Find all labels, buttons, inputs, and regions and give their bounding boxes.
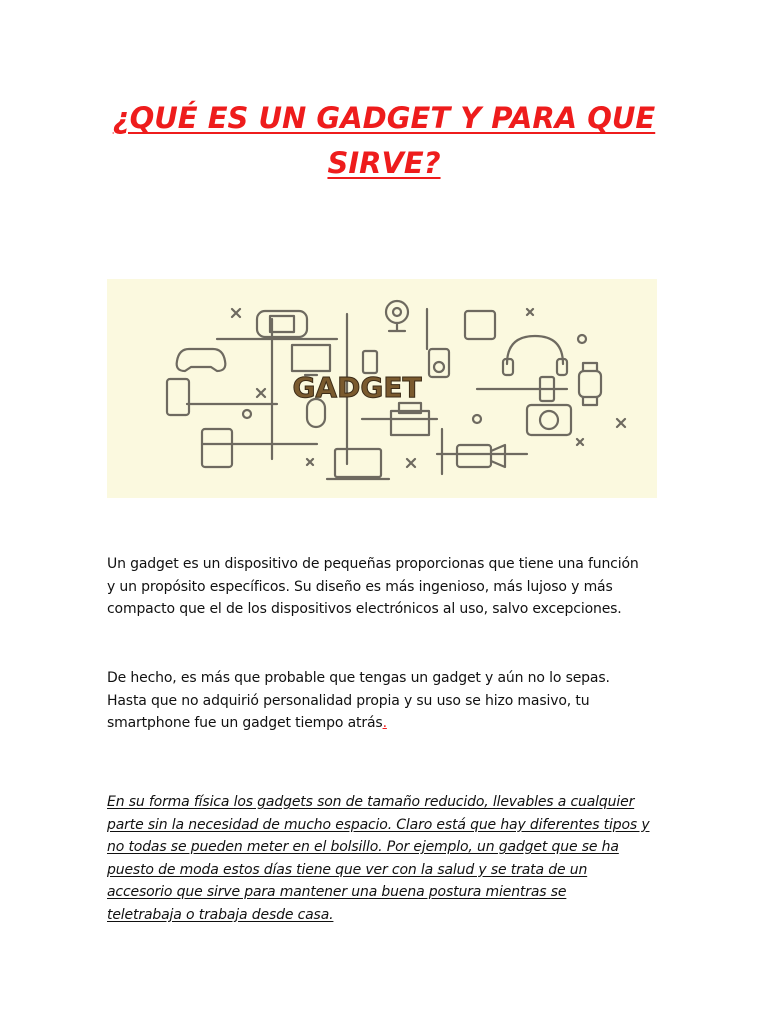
tablet-icon [465,311,495,339]
paragraph-3-line-1: En su forma física los gadgets son de tamaño reducido, llevables a cualquier [107,794,635,810]
printer-icon [391,411,429,435]
title-line-1: ¿QUÉ ES UN GADGET Y PARA QUE [112,101,656,135]
tablet-left-icon [202,429,232,467]
paragraph-3-line-3: no todas se pueden meter en el bolsillo. Por ejemplo, un gadget que se ha [107,839,619,855]
paragraph-1-line-3: compacto que el de los dispositivos electrónicos al uso, salvo excepciones. [107,601,622,617]
video-camera-icon [457,445,491,467]
paragraph-1 [107,553,667,621]
laptop-icon [335,449,381,477]
paragraph-3 [107,791,667,926]
paragraph-3-line-4: puesto de moda estos días tiene que ver con la salud y se trata de un [107,861,588,878]
phone-icon [363,351,377,373]
paragraph-2-line-2: Hasta que no adquirió personalidad propia y su uso se hizo masivo, tu [107,692,590,709]
paragraph-3-line-5: accesorio que sirve para mantener una buena postura mientras se [107,884,567,900]
paragraph-2-line-3 [107,712,667,735]
paragraph-3-line-2: parte sin la necesidad de mucho espacio. Claro está que hay diferentes tipos y [107,816,650,833]
gadget-icons-svg [107,279,657,498]
handheld-console-icon [257,311,307,337]
smartwatch-icon [579,371,601,397]
paragraph-1-line-2: y un propósito específicos. Su diseño es más ingenioso, más lujoso y más [107,578,613,595]
gamepad-icon [177,349,226,371]
webcam-icon [386,301,408,323]
paragraph-2 [107,667,667,735]
paragraph-2-line-3-text: smartphone fue un gadget tiempo atrás [107,715,383,731]
page-title [0,96,768,186]
paragraph-3-line-6: teletrabaja o trabaja desde casa. [107,906,334,923]
headphones-icon [507,336,563,364]
monitor-icon [292,345,330,371]
red-period-mark: . [382,715,387,731]
camera-icon [527,405,571,435]
music-player-icon [167,379,189,415]
gadget-illustration [107,279,657,498]
title-line-2: SIRVE? [327,146,441,180]
gadget-label: GADGET [292,371,422,404]
paragraph-2-line-1: De hecho, es más que probable que tengas un gadget y aún no lo sepas. [107,670,610,686]
paragraph-1-line-1: Un gadget es un dispositivo de pequeñas proporcionas que tiene una función [107,556,639,572]
